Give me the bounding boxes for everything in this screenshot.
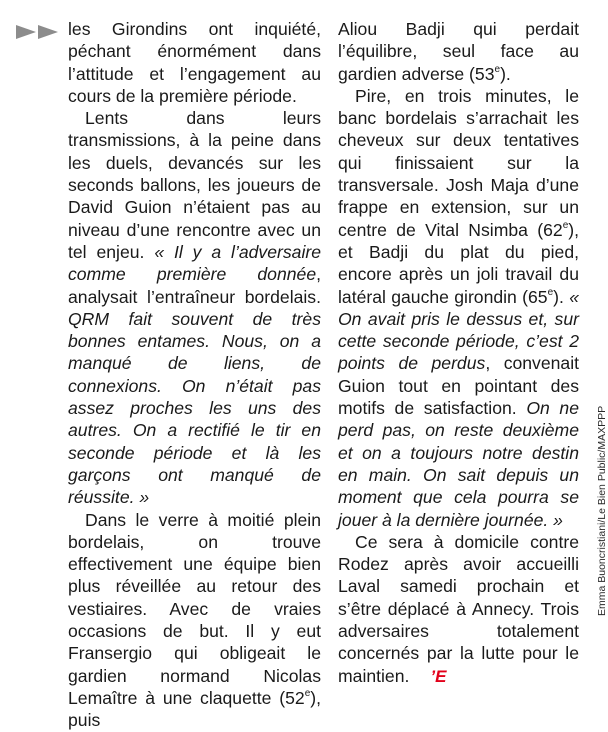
paragraph-text: , convenait Guion tout en pointant des motifs de satisfaction. <box>338 353 580 419</box>
end-of-article-mark: ’E <box>430 666 447 686</box>
paragraph-text: Aliou Badji qui perdait l’équilibre, seul face au gardien adverse (53 <box>338 19 579 84</box>
paragraph-text: ). <box>500 63 511 84</box>
paragraph-text: Pire, en trois minutes, le banc bordelais s’arrachait les cheveux sur deux tentatives qui finissaient sur la transversale. Josh Maja d’une frappe en extension, sur un centre de Vital Nsimba (62 <box>338 85 579 240</box>
paragraph-5 <box>338 85 579 531</box>
paragraph-text: , analysait l’entraîneur bordelais. <box>68 264 321 307</box>
paragraph-2 <box>68 107 321 508</box>
article-right-column <box>338 18 579 687</box>
photo-credit: Emma Buoncristiani/Le Bien Public/MAXPPP <box>596 405 608 616</box>
ordinal-superscript: e <box>304 688 311 700</box>
quote-text: « On avait pris le dessus et, sur cette seconde période, c’est 2 points de perdus <box>338 286 579 374</box>
paragraph-text: ), puis <box>68 687 321 731</box>
paragraph-text: Lents dans leurs transmissions, à la peine dans les duels, devancés sur les seconds ballons, les joueurs de David Guion n’étaient pas au niveau d’une rencontre avec un tel enjeu. <box>68 108 321 262</box>
ordinal-superscript: e <box>547 286 554 298</box>
double-arrow-icon <box>16 25 62 39</box>
ordinal-superscript: e <box>494 63 501 75</box>
quote-text: QRM fait souvent de très bonnes entames. Nous, on a manqué de liens, de connexions. On n’était pas assez proches les uns des autres. On a rectifié le tir en seconde période et là les garçons ont manqué de réussite. » <box>68 308 321 508</box>
quote-text: On ne perd pas, on reste deuxième et on a toujours notre destin en main. On sait depuis un moment que cela pourra se jouer à la dernière journée. » <box>338 398 579 530</box>
paragraph-6 <box>338 531 579 687</box>
paragraph-text: les Girondins ont inquiété, péchant énormément dans l’attitude et l’engagement au cours de la première période. <box>68 19 321 106</box>
paragraph-4 <box>338 18 579 85</box>
paragraph-text: ). <box>553 286 570 307</box>
paragraph-3 <box>68 509 321 732</box>
paragraph-text: ), et Badji du plat du pied, encore après un joli travail du latéral gauche girondin (65 <box>338 219 579 307</box>
quote-text: « Il y a l’adversaire comme première donnée <box>68 241 322 285</box>
ordinal-superscript: e <box>562 219 569 231</box>
paragraph-text: Dans le verre à moitié plein bordelais, on trouve effectivement une équipe bien plus réveillée au retour des vestiaires. Avec de vraies occasions de but. Il y eut Fransergio qui obligeait le gardien normand Nicolas Lemaître à une claquette (52 <box>68 509 321 708</box>
article-left-column <box>68 18 321 732</box>
paragraph-text: Ce sera à domicile contre Rodez après avoir accueilli Laval samedi prochain et s’être déplacé à Annecy. Trois adversaires totalement concernés par la lutte pour le maintien. <box>338 531 579 686</box>
paragraph-1 <box>68 18 321 107</box>
